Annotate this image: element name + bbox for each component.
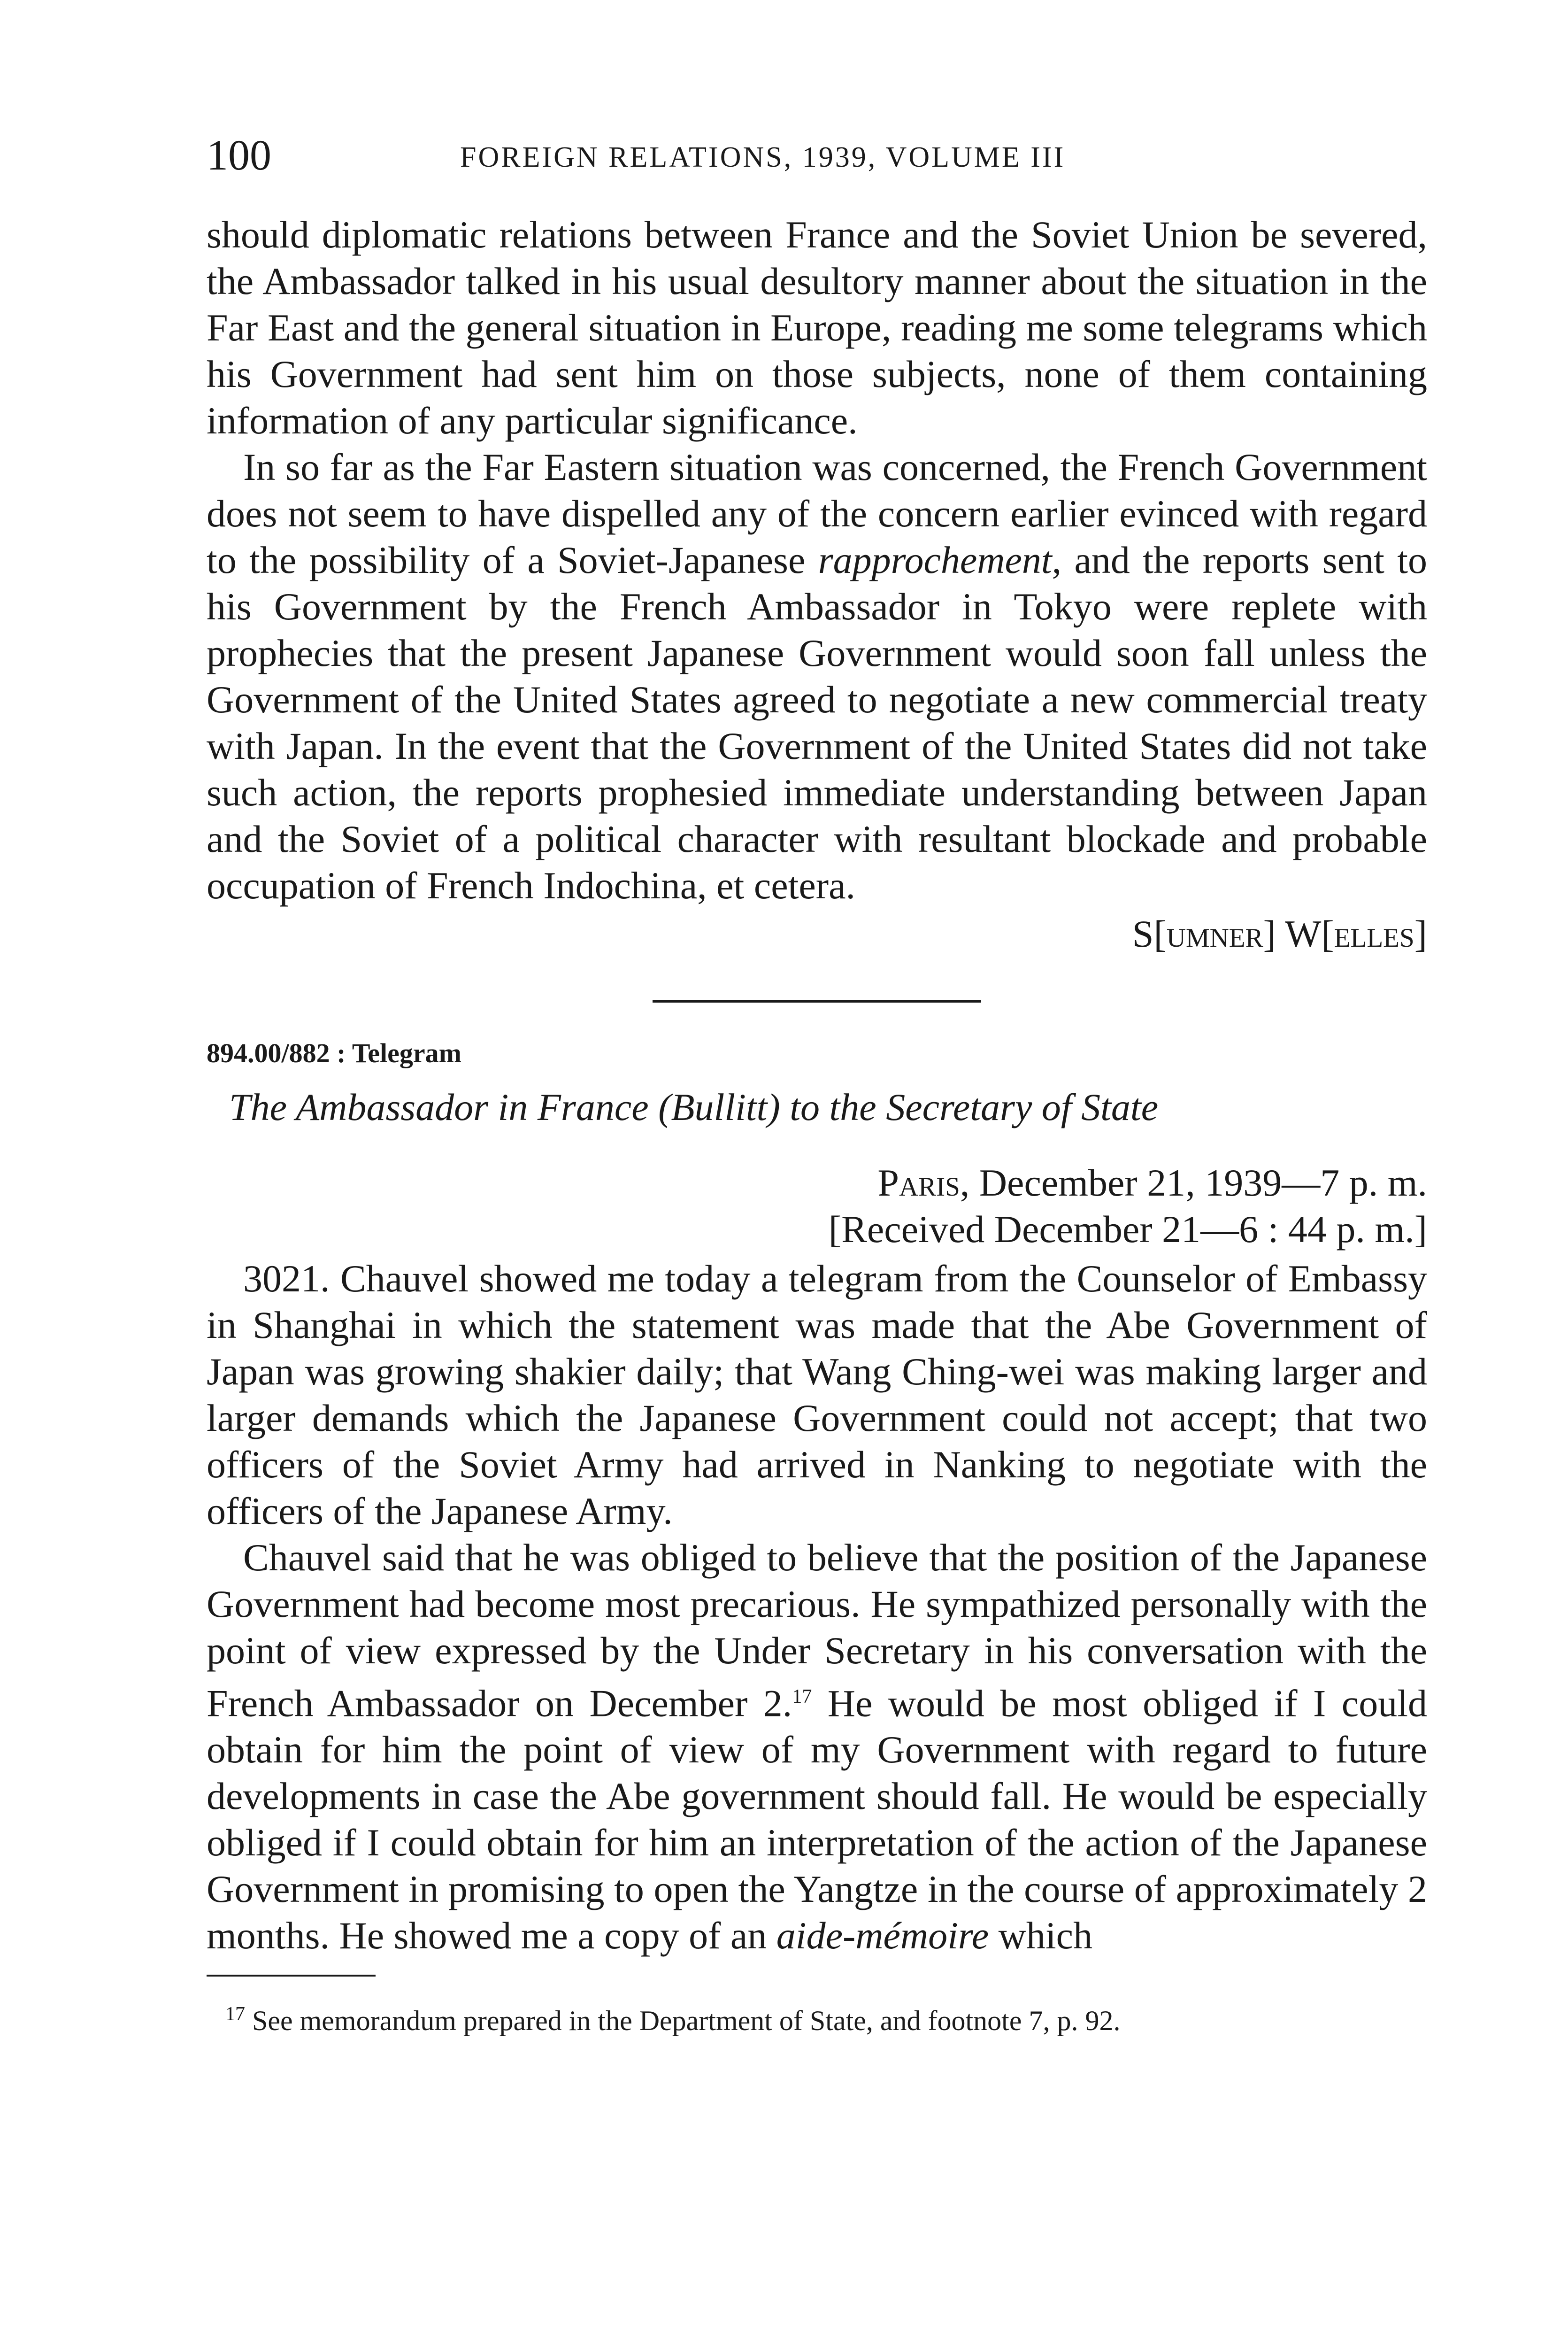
- footnote-mark: 17: [225, 2003, 245, 2025]
- page-number: 100: [207, 131, 271, 179]
- dateline: [207, 1159, 1427, 1206]
- signature: S[umner] W[elles]: [1132, 912, 1427, 955]
- chauvel-paragraph: Chauvel said that he was obliged to believe that the position of the Japanese Government had become most precarious. He sympathized personally with the point of view expressed by the Under Secretary in his conversation with the French Ambassador on December 2.17 He would be most obliged if I could obtain for him the point of view of my Government with regard to future developments in case the Abe government should fall. He would be especially obliged if I could obtain for him an interpretation of the action of the Japanese Government in promising to open the Yangtze in the course of approximately 2 months. He showed me a copy of an aide-mémoire which: [207, 1536, 1427, 1957]
- page-header: [207, 129, 1427, 181]
- telegram-paragraph: 3021. Chauvel showed me today a telegram from the Counselor of Embassy in Shanghai in which the statement was made that the Abe Government of Japan was growing shakier daily; that Wang Ching-wei was making larger and larger demands which the Japanese Government could not accept; that two officers of the Soviet Army had arrived in Nanking to negotiate with the officers of the Japanese Army.: [207, 1257, 1427, 1532]
- far-east-paragraph: In so far as the Far Eastern situation was concerned, the French Government does not seem to have dispelled any of the concern earlier evinced with regard to the possibility of a Soviet-Japanese rapprochement, and the reports sent to his Government by the French Ambassador in Tokyo were replete with prophecies that the present Japanese Government would soon fall unless the Government of the United States agreed to negotiate a new commercial treaty with Japan. In the event that the Government of the United States did not take such action, the reports prophesied immediate understanding between Japan and the Soviet of a political character with resultant blockade and probable occupation of French Indochina, et cetera.: [207, 446, 1428, 907]
- running-head: FOREIGN RELATIONS, 1939, VOLUME III: [460, 141, 1066, 173]
- footnote: [207, 1995, 1427, 2039]
- footnote-text: See memorandum prepared in the Department of State, and footnote 7, p. 92.: [245, 2005, 1121, 2037]
- received-line: [Received December 21—6 : 44 p. m.]: [828, 1208, 1427, 1251]
- footnote-divider: [207, 1975, 376, 1977]
- italic-term: rapprochement: [818, 539, 1052, 581]
- file-reference: 894.00/882 : Telegram: [207, 1038, 461, 1068]
- continuation-paragraph: should diplomatic relations between France and the Soviet Union be severed, the Ambassador talked in his usual desultory manner about the situation in the Far East and the general situation in Europe, reading me some telegrams which his Government had sent him on those subjects, none of them containing information of any particular significance.: [207, 213, 1427, 442]
- dateline-place: Paris: [877, 1161, 960, 1204]
- document-title: The Ambassador in France (Bullitt) to the Secretary of State: [229, 1086, 1159, 1128]
- italic-term: aide-mémoire: [776, 1914, 989, 1957]
- dateline-date: , December 21, 1939—7 p. m.: [960, 1161, 1427, 1204]
- page-body: [207, 211, 1427, 2039]
- section-divider: [653, 1000, 981, 1003]
- footnote-reference: 17: [792, 1686, 812, 1707]
